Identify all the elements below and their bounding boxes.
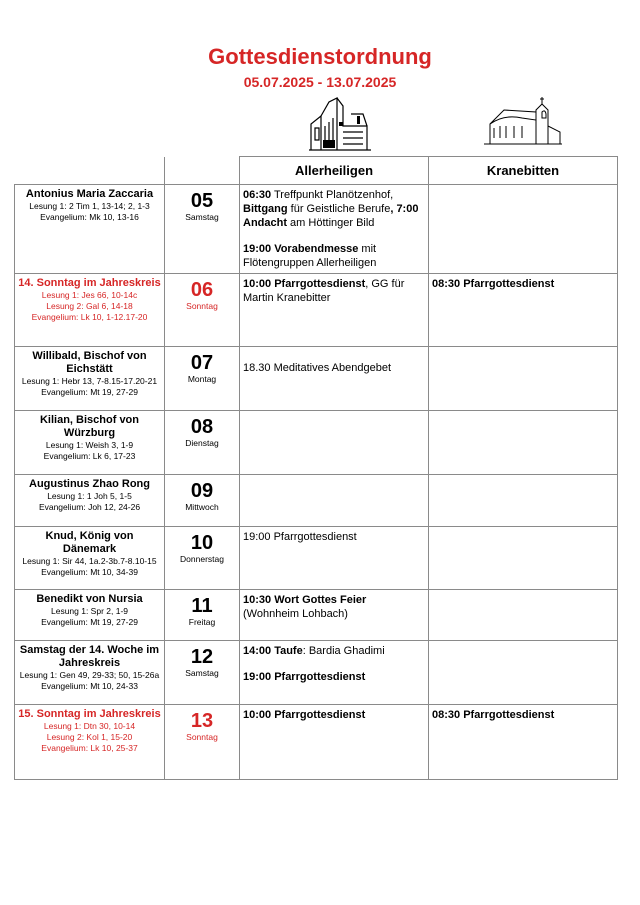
day-cell xyxy=(165,274,240,347)
weekday: Sonntag xyxy=(186,301,218,311)
event-title: 19:00 Vorabendmesse xyxy=(243,243,359,255)
event-title: 14:00 Taufe xyxy=(243,645,303,657)
kranebitten-cell xyxy=(429,641,618,705)
event-title: Bittgang xyxy=(243,203,288,215)
kranebitten-cell xyxy=(429,347,618,411)
saint-name: 14. Sonntag im Jahreskreis xyxy=(18,277,161,289)
event-title: Andacht xyxy=(243,217,287,229)
page-title: Gottesdienstordnung xyxy=(208,44,432,69)
table-row xyxy=(15,185,618,274)
saint-name: Kilian, Bischof von Würzburg xyxy=(39,414,139,439)
event-text: 19:00 Pfarrgottesdienst xyxy=(243,531,357,543)
allerheiligen-cell xyxy=(240,641,429,705)
saint-cell xyxy=(15,641,165,705)
kranebitten-cell xyxy=(429,590,618,641)
event-text: 18.30 Meditatives Abendgebet xyxy=(243,362,392,374)
weekday: Samstag xyxy=(185,212,219,222)
event-text: für Geistliche Berufe xyxy=(287,203,391,215)
reading: Lesung 1: Weish 3, 1-9 xyxy=(45,440,134,450)
day-cell xyxy=(165,527,240,590)
column-header-kranebitten: Kranebitten xyxy=(429,157,618,185)
event-time: , 7:00 xyxy=(390,203,419,215)
saint-name: Willibald, Bischof von Eichstätt xyxy=(32,350,147,375)
saint-name: Benedikt von Nursia xyxy=(36,593,143,605)
column-header-allerheiligen: Allerheiligen xyxy=(240,157,429,185)
allerheiligen-church-icon xyxy=(307,96,373,152)
reading: Lesung 1: 1 Joh 5, 1-5 xyxy=(47,491,132,501)
table-row xyxy=(15,705,618,780)
day-cell xyxy=(165,411,240,475)
header-empty-cell xyxy=(15,157,165,185)
event-time: 06:30 xyxy=(243,189,272,201)
day-cell xyxy=(165,641,240,705)
weekday: Mittwoch xyxy=(185,502,219,512)
kranebitten-church-icon xyxy=(484,96,564,146)
saint-name: Augustinus Zhao Rong xyxy=(29,478,150,490)
allerheiligen-cell xyxy=(240,274,429,347)
allerheiligen-cell xyxy=(240,590,429,641)
reading: Lesung 2: Gal 6, 14-18 xyxy=(46,301,133,311)
event-text: (Wohnheim Lohbach) xyxy=(243,608,348,620)
day-number: 12 xyxy=(190,646,214,668)
allerheiligen-cell xyxy=(240,185,429,274)
event-title: 08:30 Pfarrgottesdienst xyxy=(432,278,555,290)
event-title: 10:00 Pfarrgottesdienst xyxy=(243,278,366,290)
saint-cell xyxy=(15,527,165,590)
weekday: Samstag xyxy=(185,668,219,678)
event-text: : Bardia Ghadimi xyxy=(302,645,385,657)
reading: Evangelium: Lk 10, 1-12.17-20 xyxy=(31,312,148,322)
kranebitten-cell xyxy=(429,705,618,780)
event-text: Treffpunkt Planötzenhof, xyxy=(271,189,394,201)
day-number: 07 xyxy=(190,352,214,374)
day-number: 08 xyxy=(190,416,214,438)
reading: Lesung 1: Hebr 13, 7-8.15-17.20-21 xyxy=(21,376,158,386)
reading: Evangelium: Mt 19, 27-29 xyxy=(41,387,138,397)
schedule-table xyxy=(14,156,618,780)
reading: Lesung 2: Kol 1, 15-20 xyxy=(46,732,133,742)
day-cell xyxy=(165,705,240,780)
day-number: 13 xyxy=(190,710,214,732)
day-number: 10 xyxy=(190,532,214,554)
weekday: Sonntag xyxy=(186,732,218,742)
header-row xyxy=(15,157,618,185)
weekday: Dienstag xyxy=(185,438,219,448)
kranebitten-cell xyxy=(429,274,618,347)
reading: Evangelium: Mt 19, 27-29 xyxy=(41,617,138,627)
saint-cell xyxy=(15,475,165,527)
event-text: , GG für Martin Kranebitter xyxy=(243,278,405,304)
allerheiligen-cell xyxy=(240,475,429,527)
day-number: 09 xyxy=(190,480,214,502)
reading: Lesung 1: Gen 49, 29-33; 50, 15-26a xyxy=(19,670,160,680)
saint-cell xyxy=(15,705,165,780)
day-cell xyxy=(165,347,240,411)
allerheiligen-cell xyxy=(240,411,429,475)
saint-name: Antonius Maria Zaccaria xyxy=(25,188,154,200)
saint-cell xyxy=(15,411,165,475)
event-title: 10:30 Wort Gottes Feier xyxy=(243,594,367,606)
day-cell xyxy=(165,185,240,274)
saint-cell xyxy=(15,274,165,347)
table-row xyxy=(15,475,618,527)
table-row xyxy=(15,411,618,475)
allerheiligen-cell xyxy=(240,705,429,780)
table-row xyxy=(15,641,618,705)
saint-name: Knud, König von Dänemark xyxy=(45,530,134,555)
saint-cell xyxy=(15,590,165,641)
allerheiligen-cell xyxy=(240,527,429,590)
reading: Evangelium: Lk 10, 25-37 xyxy=(41,743,138,753)
reading: Lesung 1: Jes 66, 10-14c xyxy=(41,290,138,300)
day-number: 06 xyxy=(190,279,214,301)
kranebitten-cell xyxy=(429,475,618,527)
reading: Evangelium: Lk 6, 17-23 xyxy=(43,451,136,461)
reading: Evangelium: Joh 12, 24-26 xyxy=(38,502,141,512)
kranebitten-cell xyxy=(429,527,618,590)
saint-cell xyxy=(15,347,165,411)
saint-name: 15. Sonntag im Jahreskreis xyxy=(18,708,161,720)
day-cell xyxy=(165,475,240,527)
allerheiligen-cell xyxy=(240,347,429,411)
reading: Evangelium: Mk 10, 13-16 xyxy=(40,212,139,222)
table-row xyxy=(15,274,618,347)
weekday: Freitag xyxy=(188,617,216,627)
table-row xyxy=(15,347,618,411)
kranebitten-cell xyxy=(429,185,618,274)
event-text: am Höttinger Bild xyxy=(287,217,375,229)
day-number: 11 xyxy=(191,595,213,617)
reading: Lesung 1: 2 Tim 1, 13-14; 2, 1-3 xyxy=(29,201,150,211)
reading: Lesung 1: Spr 2, 1-9 xyxy=(50,606,129,616)
kranebitten-cell xyxy=(429,411,618,475)
table-row xyxy=(15,527,618,590)
event-title: 10:00 Pfarrgottesdienst xyxy=(243,709,366,721)
event-title: 19:00 Pfarrgottesdienst xyxy=(243,671,366,683)
weekday: Montag xyxy=(187,374,217,384)
date-range: 05.07.2025 - 13.07.2025 xyxy=(243,74,397,90)
reading: Lesung 1: Dtn 30, 10-14 xyxy=(43,721,136,731)
event-title: 08:30 Pfarrgottesdienst xyxy=(432,709,555,721)
saint-name: Samstag der 14. Woche im Jahreskreis xyxy=(19,644,160,669)
event-text: mit Flötengruppen Allerheiligen xyxy=(243,243,377,269)
reading: Evangelium: Mt 10, 24-33 xyxy=(41,681,138,691)
weekday: Donnerstag xyxy=(180,554,224,564)
table-row xyxy=(15,590,618,641)
header-empty-cell xyxy=(165,157,240,185)
reading: Lesung 1: Sir 44, 1a.2-3b.7-8.10-15 xyxy=(22,556,157,566)
reading: Evangelium: Mt 10, 34-39 xyxy=(41,567,138,577)
day-number: 05 xyxy=(190,190,214,212)
saint-cell xyxy=(15,185,165,274)
day-cell xyxy=(165,590,240,641)
